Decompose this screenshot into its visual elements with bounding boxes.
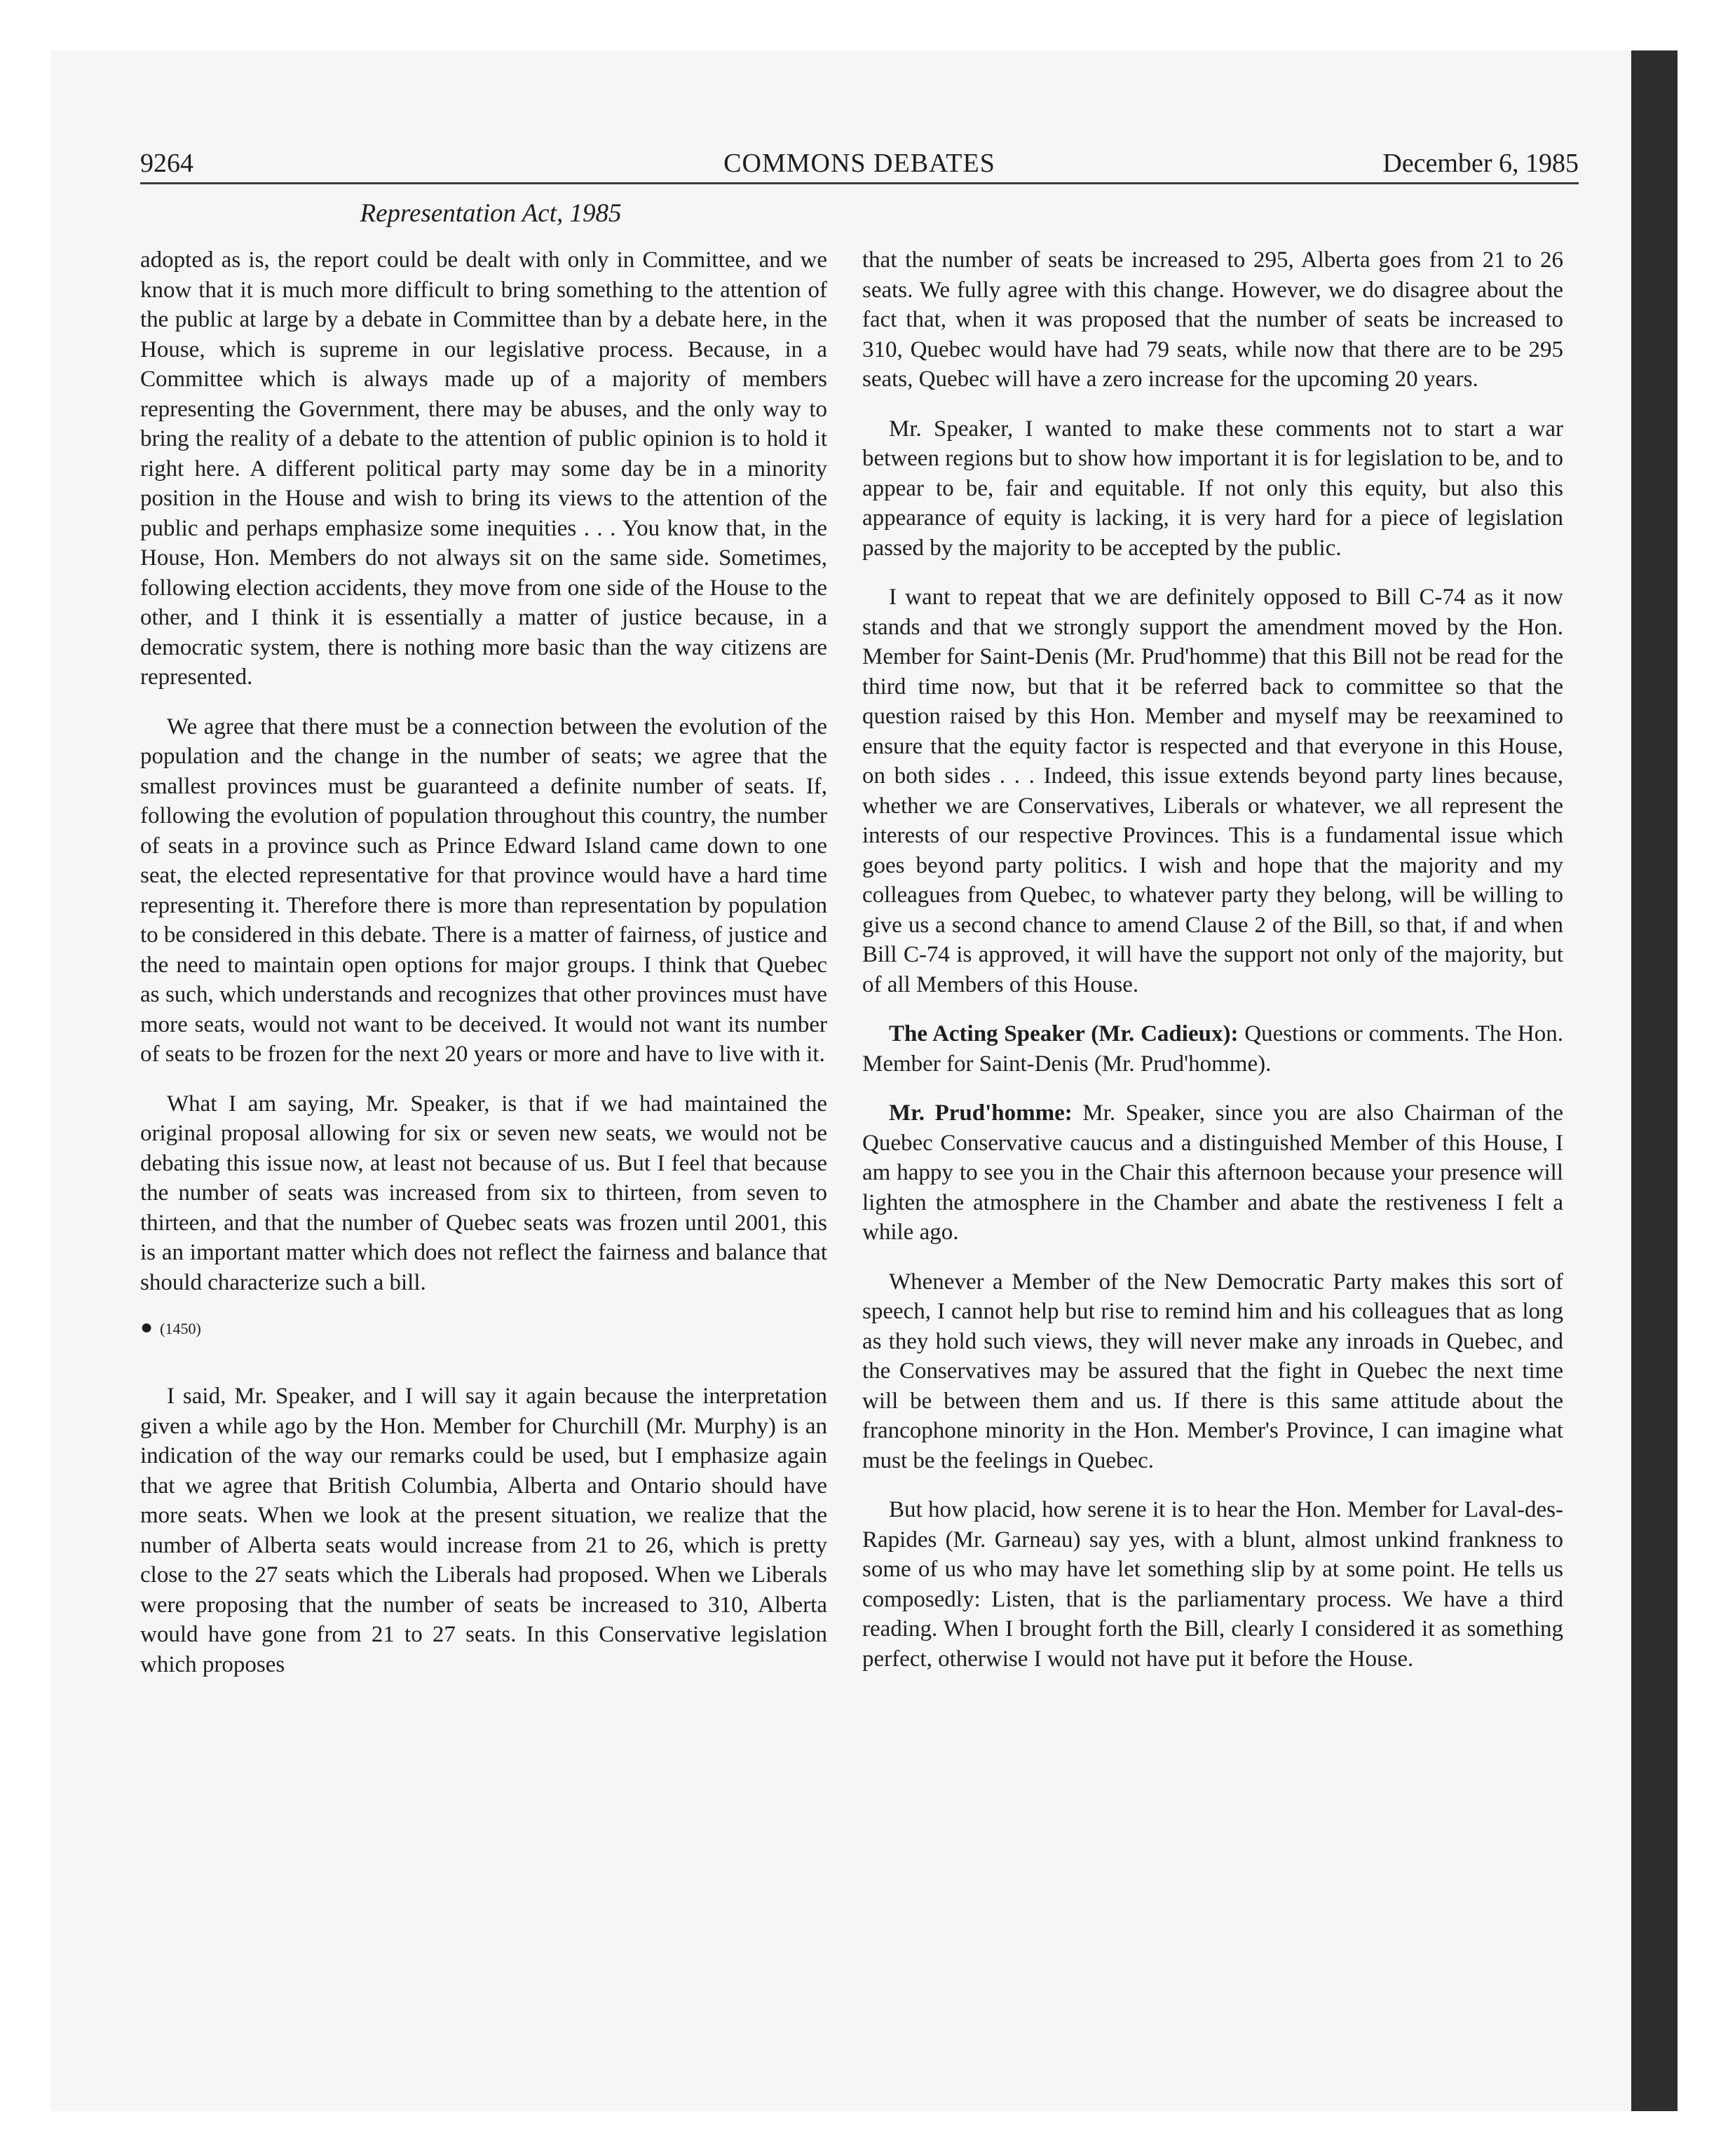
header-rule [140, 182, 1579, 184]
paragraph: that the number of seats be increased to 295, Alberta goes from 21 to 26 seats. We fully agree with this change. However, we do disagree about the fact that, when it was proposed that the number of seats be increased to 310, Quebec would have had 79 seats, while now that there are to be 295 seats, Quebec will have a zero increase for the upcoming 20 years. [862, 247, 1563, 392]
left-column [140, 245, 827, 1699]
speaker-name: The Acting Speaker (Mr. Cadieux): [889, 1021, 1239, 1046]
speaker-paragraph [862, 1019, 1563, 1079]
speaker-paragraph [862, 1098, 1563, 1248]
bullet-icon: ● [140, 1316, 154, 1339]
speaker-name: Mr. Prud'homme: [889, 1100, 1073, 1126]
running-header [140, 147, 1579, 179]
speech-text: Mr. Speaker, since you are also Chairman of the Quebec Conservative caucus and a distinguished Member of this House, I am happy to see you in the Chair this afternoon because your presence will lighten the atmosphere in the Chamber and abate the restiveness I felt a while ago. [862, 1100, 1563, 1245]
paragraph: adopted as is, the report could be dealt with only in Committee, and we know that it is much more difficult to bring something to the attention of the public at large by a debate in Committee than by a debate here, in the House, which is supreme in our legislative process. Because, in a Committee which is always made up of a majority of members representing the Government, there may be abuses, and the only way to bring the reality of a debate to the attention of public opinion is to hold it right here. A different political party may some day be in a minority position in the House and wish to bring its views to the attention of the public and perhaps emphasize some inequities . . . You know that, in the House, Hon. Members do not always sit on the same side. Sometimes, following election accidents, they move from one side of the House to the other, and I think it is essentially a matter of justice because, in a democratic system, there is nothing more basic than the way citizens are represented. [140, 247, 827, 690]
header-date: December 6, 1985 [1382, 149, 1579, 178]
paragraph: We agree that there must be a connection between the evolution of the population and the change in the number of seats; we agree that the smallest provinces must be guaranteed a definite number of seats. If, following the evolution of population throughout this country, the number of seats in a province such as Prince Edward Island came down to one seat, the elected representative for that province would have a hard time representing it. Therefore there is more than representation by population to be considered in this debate. There is a matter of fairness, of justice and the need to maintain open options for major groups. I think that Quebec as such, which understands and recognizes that other provinces must have more seats, would not want to be deceived. It would not want its number of seats to be frozen for the next 20 years or more and have to live with it. [140, 714, 827, 1067]
paragraph: I want to repeat that we are definitely opposed to Bill C-74 as it now stands and that we strongly support the amendment moved by the Hon. Member for Saint-Denis (Mr. Prud'homme) that this Bill not be read for the third time now, but that it be referred back to committee so that the question raised by this Hon. Member and myself may be reexamined to ensure that the equity factor is respected and that everyone in this House, on both sides . . . Indeed, this issue extends beyond party lines because, whether we are Conservatives, Liberals or whatever, we all represent the interests of our respective Provinces. This is a fundamental issue which goes beyond party politics. I wish and hope that the majority and my colleagues from Quebec, to whatever party they belong, will be willing to give us a second chance to amend Clause 2 of the Bill, so that, if and when Bill C-74 is approved, it will have the support not only of the majority, but of all Members of this House. [862, 585, 1563, 997]
paragraph: Whenever a Member of the New Democratic Party makes this sort of speech, I cannot help but rise to remind him and his colleagues that as long as they hold such views, they will never make any inroads in Quebec, and the Conservatives may be assured that the fight in Quebec the next time will be between them and us. If there is this same attitude about the francophone minority in the Hon. Member's Province, I can imagine what must be the feelings in Quebec. [862, 1269, 1563, 1473]
time-marker-label: (1450) [160, 1320, 201, 1337]
publication-title: COMMONS DEBATES [723, 149, 995, 178]
paragraph: Mr. Speaker, I wanted to make these comments not to start a war between regions but to show how important it is for legislation to be, and to appear to be, fair and equitable. If not only this equity, but also this appearance of equity is lacking, it is very hard for a piece of legislation passed by the majority to be accepted by the public. [862, 416, 1563, 561]
time-marker [140, 1317, 827, 1339]
paragraph: But how placid, how serene it is to hear the Hon. Member for Laval-des-Rapides (Mr. Garneau) say yes, with a blunt, almost unkind frankness to some of us who may have let something slip by at some point. He tells us composedly: Listen, that is the parliamentary process. We have a third reading. When I brought forth the Bill, clearly I considered it as something perfect, otherwise I would not have put it before the House. [862, 1497, 1563, 1672]
paragraph: I said, Mr. Speaker, and I will say it again because the interpretation given a while ago by the Hon. Member for Churchill (Mr. Murphy) is an indication of the way our remarks could be used, but I emphasize again that we agree that British Columbia, Alberta and Ontario should have more seats. When we look at the present situation, we realize that the number of Alberta seats would increase from 21 to 26, which is pretty close to the 27 seats which the Liberals had proposed. When we Liberals were proposing that the number of seats be increased to 310, Alberta would have gone from 21 to 27 seats. In this Conservative legislation which proposes [140, 1384, 827, 1677]
scan-binding-edge [1631, 50, 1678, 2111]
right-column [862, 245, 1563, 1693]
speech-text: Questions or comments. The Hon. Member for Saint-Denis (Mr. Prud'homme). [862, 1021, 1564, 1077]
page-number: 9264 [140, 149, 193, 178]
section-subheading: Representation Act, 1985 [360, 199, 622, 228]
paragraph: What I am saying, Mr. Speaker, is that if we had maintained the original proposal allowing for six or seven new seats, we would not be debating this issue now, at least not because of us. But I feel that because the number of seats was increased from six to thirteen, from seven to thirteen, and that the number of Quebec seats was frozen until 2001, this is an important matter which does not reflect the fairness and balance that should characterize such a bill. [140, 1091, 827, 1295]
